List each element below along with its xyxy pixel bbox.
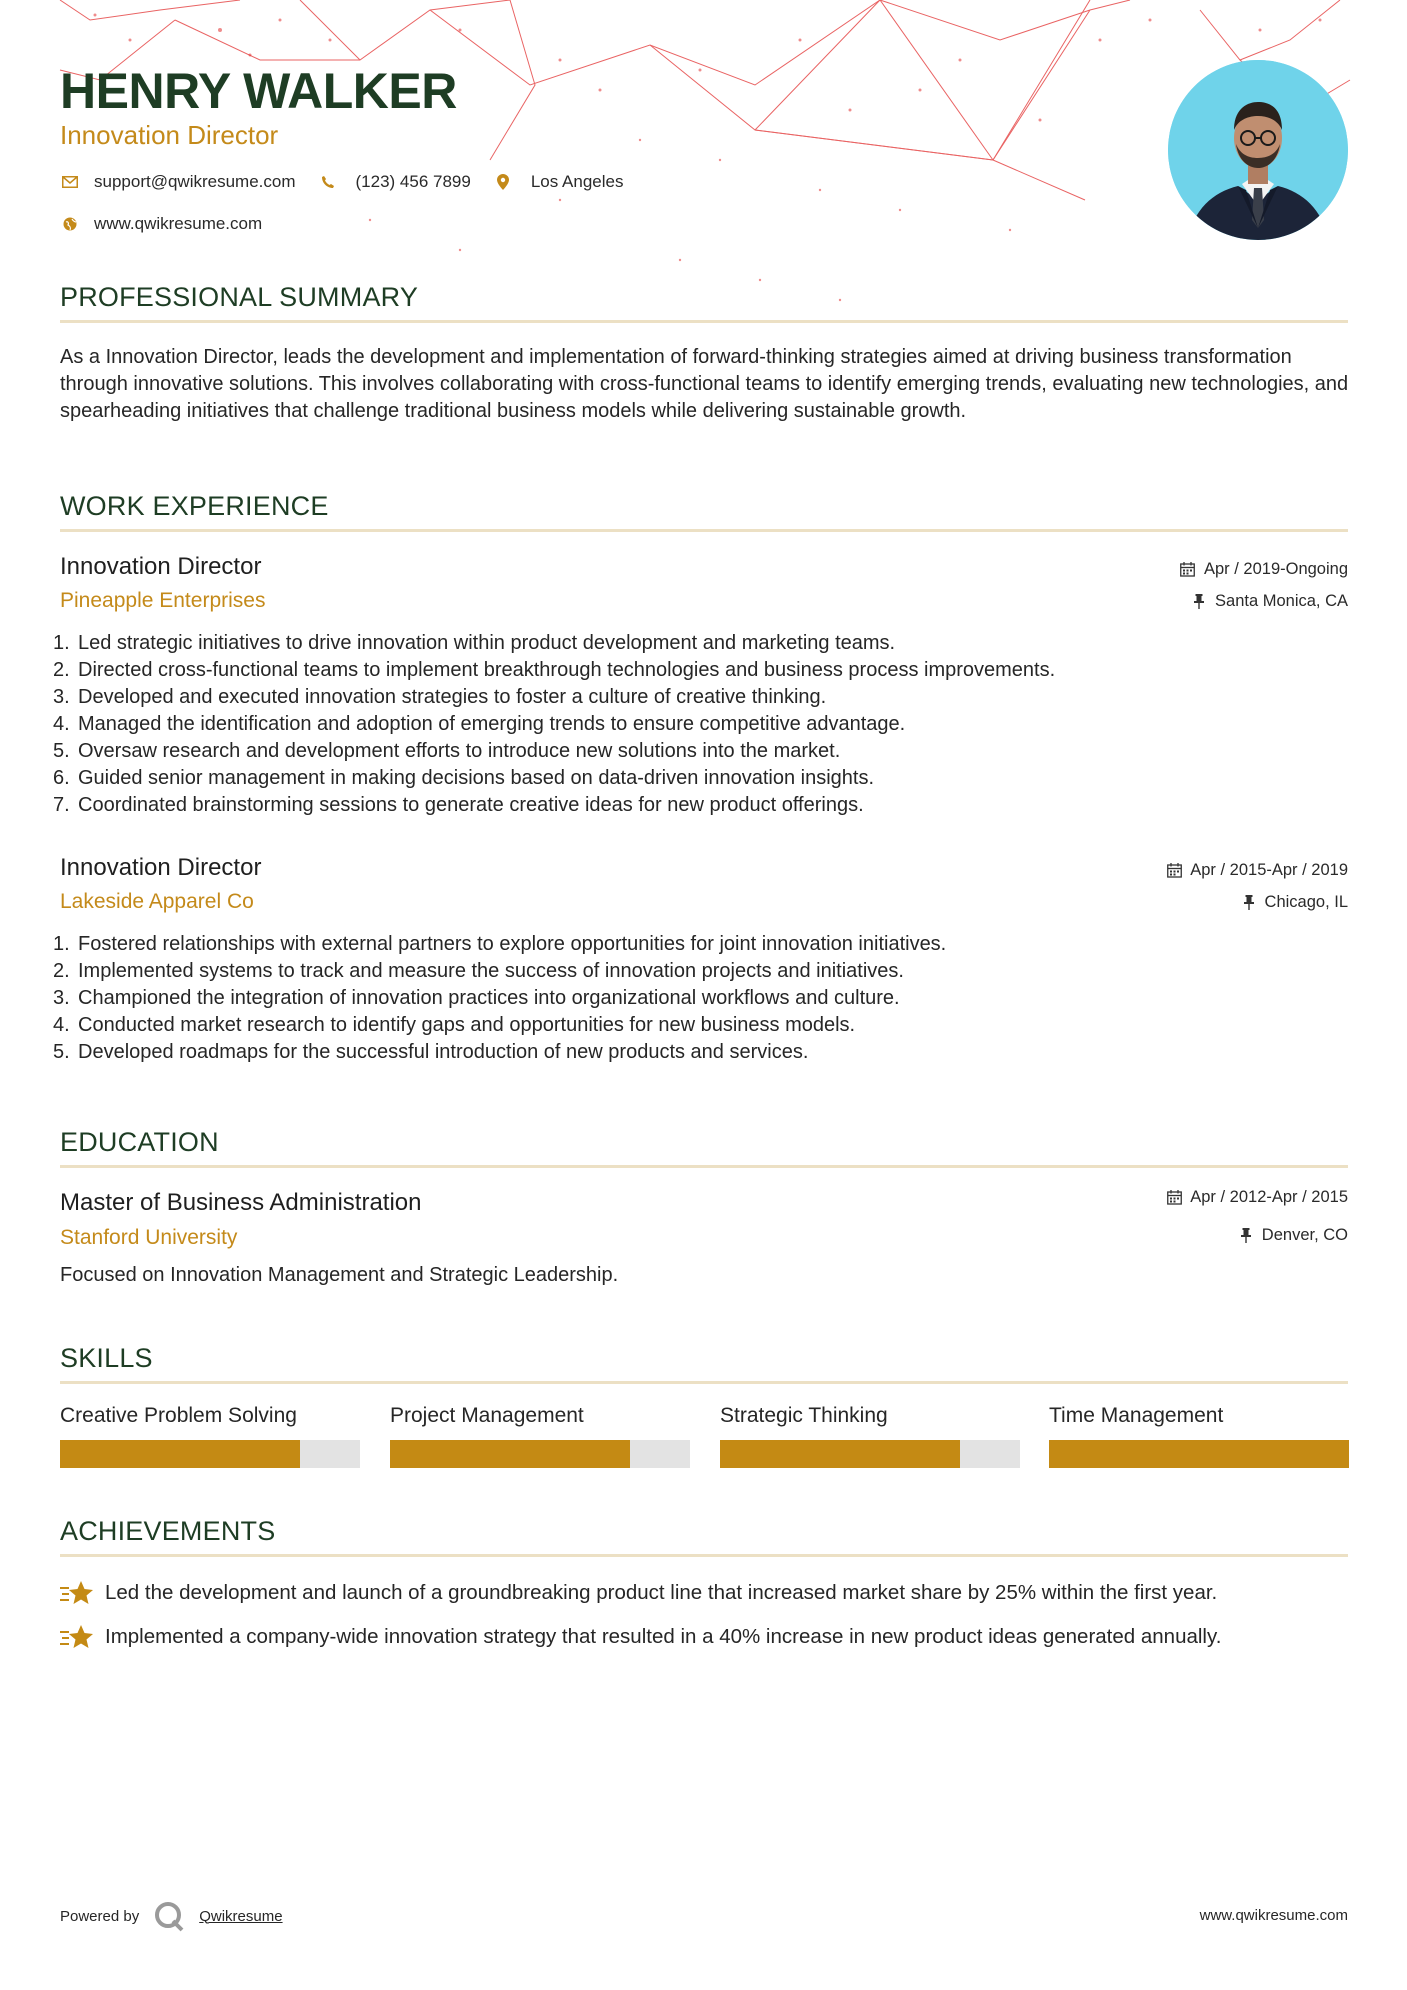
contact-email[interactable] [60,172,296,192]
skill-name: Creative Problem Solving [60,1404,297,1427]
skill-name: Time Management [1049,1404,1224,1427]
job-company: Pineapple Enterprises [60,589,266,612]
phone-text: (123) 456 7899 [355,172,471,191]
skill-level-fill [720,1440,960,1468]
job-location [1241,893,1348,912]
section-title-skills: SKILLS [60,1343,153,1373]
list-item: 3. Developed and executed innovation strategies to foster a culture of creative thinking. [53,686,827,708]
education-degree: Master of Business Administration [60,1189,422,1216]
skill-level-bar [60,1440,360,1468]
list-item: 5. Oversaw research and development efforts to introduce new solutions into the market. [53,740,841,762]
section-title-education: EDUCATION [60,1127,219,1157]
map-pin-icon [493,172,513,192]
list-item: 3. Championed the integration of innovation practices into organizational workflows and culture. [53,987,900,1009]
email-text: support@qwikresume.com [94,172,296,191]
job-company: Lakeside Apparel Co [60,890,254,913]
calendar-icon [1166,863,1182,879]
job-responsibilities-list [53,931,1343,1066]
job-location [1191,592,1348,611]
education-date [1166,1188,1348,1207]
job-responsibilities-list [53,630,1343,819]
list-item: 4. Managed the identification and adoption of emerging trends to ensure competitive advantage. [53,713,906,735]
contact-phone[interactable] [318,172,471,192]
skill-level-bar [390,1440,690,1468]
section-divider [60,1165,1348,1168]
job-title: Innovation Director [60,553,262,580]
job-date-text: Apr / 2019-Ongoing [1203,560,1348,578]
education-location-text: Denver, CO [1261,1226,1348,1244]
section-divider [60,1554,1348,1557]
phone-icon [318,172,338,192]
profile-photo [1168,60,1348,240]
qwikresume-link[interactable]: Qwikresume [199,1907,283,1925]
network-dots [94,14,1322,302]
skill-level-fill [60,1440,300,1468]
section-divider [60,320,1348,323]
list-item: 5. Developed roadmaps for the successful introduction of new products and services. [53,1041,809,1063]
job-location-text: Chicago, IL [1264,893,1348,911]
contact-row [60,172,645,192]
skill-level-fill [1049,1440,1349,1468]
achievement-text: Led the development and launch of a groundbreaking product line that increased market share by 25% within the first year. [105,1581,1218,1604]
job-date [1166,861,1348,880]
summary-text: As a Innovation Director, leads the development and implementation of forward-thinking strategies aimed at driving business transformation through innovative solutions. This involves collaborating with cross-functional teams to identify emerging trends, evaluating new technologies, and spearheading initiatives that challenge traditional business models while delivering sustainable growth. [60,346,1349,422]
contact-row-website [60,214,284,234]
website-text: www.qwikresume.com [94,214,263,233]
list-item: 1. Led strategic initiatives to drive innovation within product development and marketing teams. [53,632,896,654]
envelope-icon [60,172,80,192]
education-date-text: Apr / 2012-Apr / 2015 [1190,1188,1348,1206]
section-title-experience: WORK EXPERIENCE [60,491,329,521]
footer-url[interactable]: www.qwikresume.com [1199,1907,1348,1924]
star-award-icon [60,1578,93,1608]
job-date [1180,560,1348,579]
candidate-role: Innovation Director [60,120,279,150]
footer-powered-by [60,1900,283,1932]
list-item: 1. Fostered relationships with external partners to explore opportunities for joint innovation initiatives. [53,933,947,955]
contact-website[interactable] [60,214,262,234]
education-description: Focused on Innovation Management and Strategic Leadership. [60,1264,619,1286]
calendar-icon [1166,1190,1182,1206]
pushpin-icon [1238,1228,1254,1244]
skill-level-bar [1049,1440,1349,1468]
pushpin-icon [1191,594,1207,610]
skill-name: Strategic Thinking [720,1404,888,1427]
job-date-text: Apr / 2015-Apr / 2019 [1190,861,1348,879]
person-portrait-image [1168,60,1348,240]
skill-level-bar [720,1440,1020,1468]
list-item: 2. Directed cross-functional teams to implement breakthrough technologies and business process improvements. [53,659,1056,681]
location-text: Los Angeles [530,172,624,191]
globe-icon [60,214,80,234]
section-divider [60,1381,1348,1384]
skill-level-fill [390,1440,630,1468]
powered-by-text: Powered by [60,1907,140,1925]
section-title-summary: PROFESSIONAL SUMMARY [60,282,419,312]
pushpin-icon [1241,895,1257,911]
qwikresume-logo-icon [153,1900,185,1932]
list-item: 4. Conducted market research to identify gaps and opportunities for new business models. [53,1014,856,1036]
job-location-text: Santa Monica, CA [1215,592,1348,610]
education-school: Stanford University [60,1226,238,1249]
list-item: 2. Implemented systems to track and measure the success of innovation projects and initiatives. [53,960,904,982]
education-location [1238,1226,1348,1245]
star-award-icon [60,1622,93,1652]
section-divider [60,529,1348,532]
candidate-name: HENRY WALKER [60,63,457,119]
achievement-item [60,1622,1221,1652]
list-item: 6. Guided senior management in making decisions based on data-driven innovation insights. [53,767,875,789]
job-title: Innovation Director [60,854,262,881]
list-item: 7. Coordinated brainstorming sessions to generate creative ideas for new product offerings. [53,794,864,816]
calendar-icon [1180,562,1196,578]
skill-name: Project Management [390,1404,584,1427]
achievement-item [60,1578,1217,1608]
section-title-achievements: ACHIEVEMENTS [60,1516,276,1546]
achievement-text: Implemented a company-wide innovation strategy that resulted in a 40% increase in new product ideas generated annually. [105,1625,1222,1648]
contact-location [493,172,624,192]
